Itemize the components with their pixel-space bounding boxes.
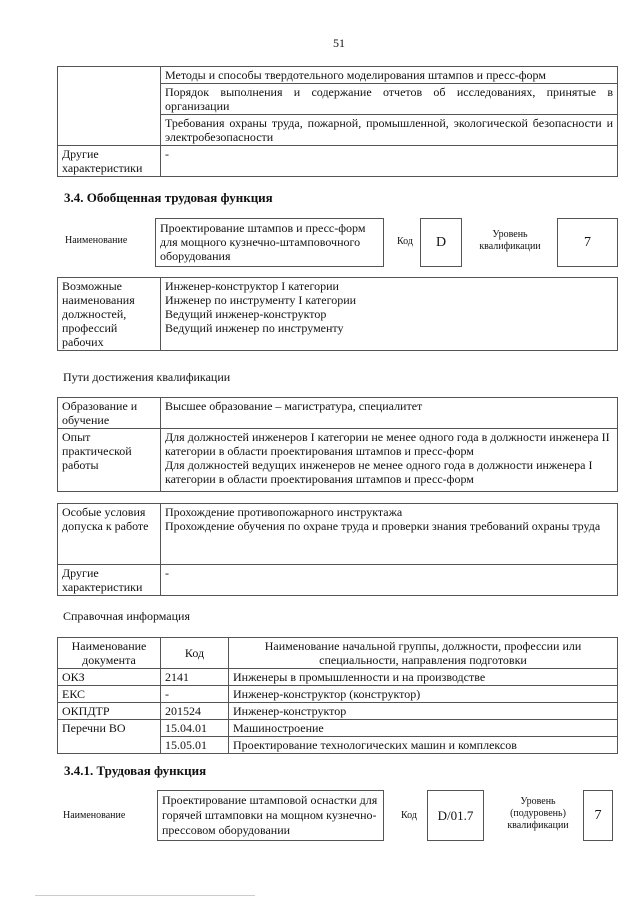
knowledge-table <box>57 66 618 177</box>
doc-cell: ОКПДТР <box>58 703 161 720</box>
doc-cell: Перечни ВО <box>58 720 161 754</box>
reference-heading: Справочная информация <box>63 609 190 623</box>
paths-table <box>57 397 618 492</box>
conditions-label: Особые условия допуска к работе <box>58 504 161 565</box>
gtf-level: 7 <box>557 218 618 267</box>
conditions-table <box>57 503 618 596</box>
name-label: Наименование <box>63 810 126 821</box>
column-header: Код <box>161 638 229 669</box>
education-value: Высшее образование – магистратура, специалитет <box>161 398 618 429</box>
positions-table <box>57 277 618 351</box>
education-label: Образование и обучение <box>58 398 161 429</box>
title-cell: Инженеры в промышленности и на производстве <box>229 669 618 686</box>
table-row <box>58 703 618 720</box>
title-cell: Проектирование технологических машин и комплексов <box>229 737 618 754</box>
other-label: Другие характеристики <box>58 565 161 596</box>
title-cell: Машиностроение <box>229 720 618 737</box>
position-item: Ведущий инженер-конструктор <box>165 307 327 321</box>
code-label: Код <box>397 236 413 247</box>
tf-code: D/01.7 <box>427 790 484 841</box>
title-cell: Инженер-конструктор (конструктор) <box>229 686 618 703</box>
experience-item: Для должностей ведущих инженеров не менее одного года в должности инженера I категории в области проектирования штампов и пресс-форм <box>165 458 593 486</box>
reference-table <box>57 637 618 754</box>
other-label: Другие характеристики <box>58 146 161 177</box>
tf-name: Проектирование штамповой оснастки для горячей штамповки на мощном кузнечно-прессовом оборудовании <box>157 790 384 841</box>
gtf-code: D <box>420 218 462 267</box>
experience-item: Для должностей инженеров I категории не менее одного года в должности инженера II категории в области проектирования штампов и пресс-форм <box>165 430 610 458</box>
table-row <box>58 669 618 686</box>
knowledge-row: Методы и способы твердотельного моделирования штампов и пресс-форм <box>161 67 618 84</box>
code-label: Код <box>401 810 417 821</box>
code-cell: 15.04.01 <box>161 720 229 737</box>
paths-heading: Пути достижения квалификации <box>63 370 231 384</box>
knowledge-row: Требования охраны труда, пожарной, промышленной, экологической безопасности и электробезопасности <box>161 115 618 146</box>
position-item: Ведущий инженер по инструменту <box>165 321 344 335</box>
positions-label: Возможные наименования должностей, профессий рабочих <box>58 278 161 351</box>
condition-item: Прохождение противопожарного инструктажа <box>165 505 403 519</box>
tf-level: 7 <box>583 790 613 841</box>
section-heading: 3.4.1. Трудовая функция <box>64 763 207 778</box>
experience-label: Опыт практической работы <box>58 429 161 492</box>
other-value: - <box>161 146 618 177</box>
title-cell: Инженер-конструктор <box>229 703 618 720</box>
section-heading: 3.4. Обобщенная трудовая функция <box>64 190 273 205</box>
page-number: 51 <box>333 36 345 50</box>
other-value: - <box>161 565 618 596</box>
name-label: Наименование <box>65 235 128 246</box>
table-row <box>58 720 618 737</box>
position-item: Инженер-конструктор I категории <box>165 279 339 293</box>
table-row <box>58 686 618 703</box>
condition-item: Прохождение обучения по охране труда и проверки знания требований охраны труда <box>165 519 601 533</box>
level-label: Уровень (подуровень) квалификации <box>507 796 569 831</box>
code-cell: 15.05.01 <box>161 737 229 754</box>
gtf-name: Проектирование штампов и пресс-форм для мощного кузнечно-штамповочного оборудования <box>155 218 384 267</box>
column-header: Наименование начальной группы, должности, профессии или специальности, направления подготовки <box>229 638 618 669</box>
position-item: Инженер по инструменту I категории <box>165 293 357 307</box>
code-cell: 2141 <box>161 669 229 686</box>
doc-cell: ЕКС <box>58 686 161 703</box>
level-label: Уровень квалификации <box>479 229 541 252</box>
column-header: Наименование документа <box>58 638 161 669</box>
code-cell: - <box>161 686 229 703</box>
doc-cell: ОКЗ <box>58 669 161 686</box>
knowledge-row: Порядок выполнения и содержание отчетов об исследованиях, принятые в организации <box>161 84 618 115</box>
divider <box>35 895 255 896</box>
code-cell: 201524 <box>161 703 229 720</box>
